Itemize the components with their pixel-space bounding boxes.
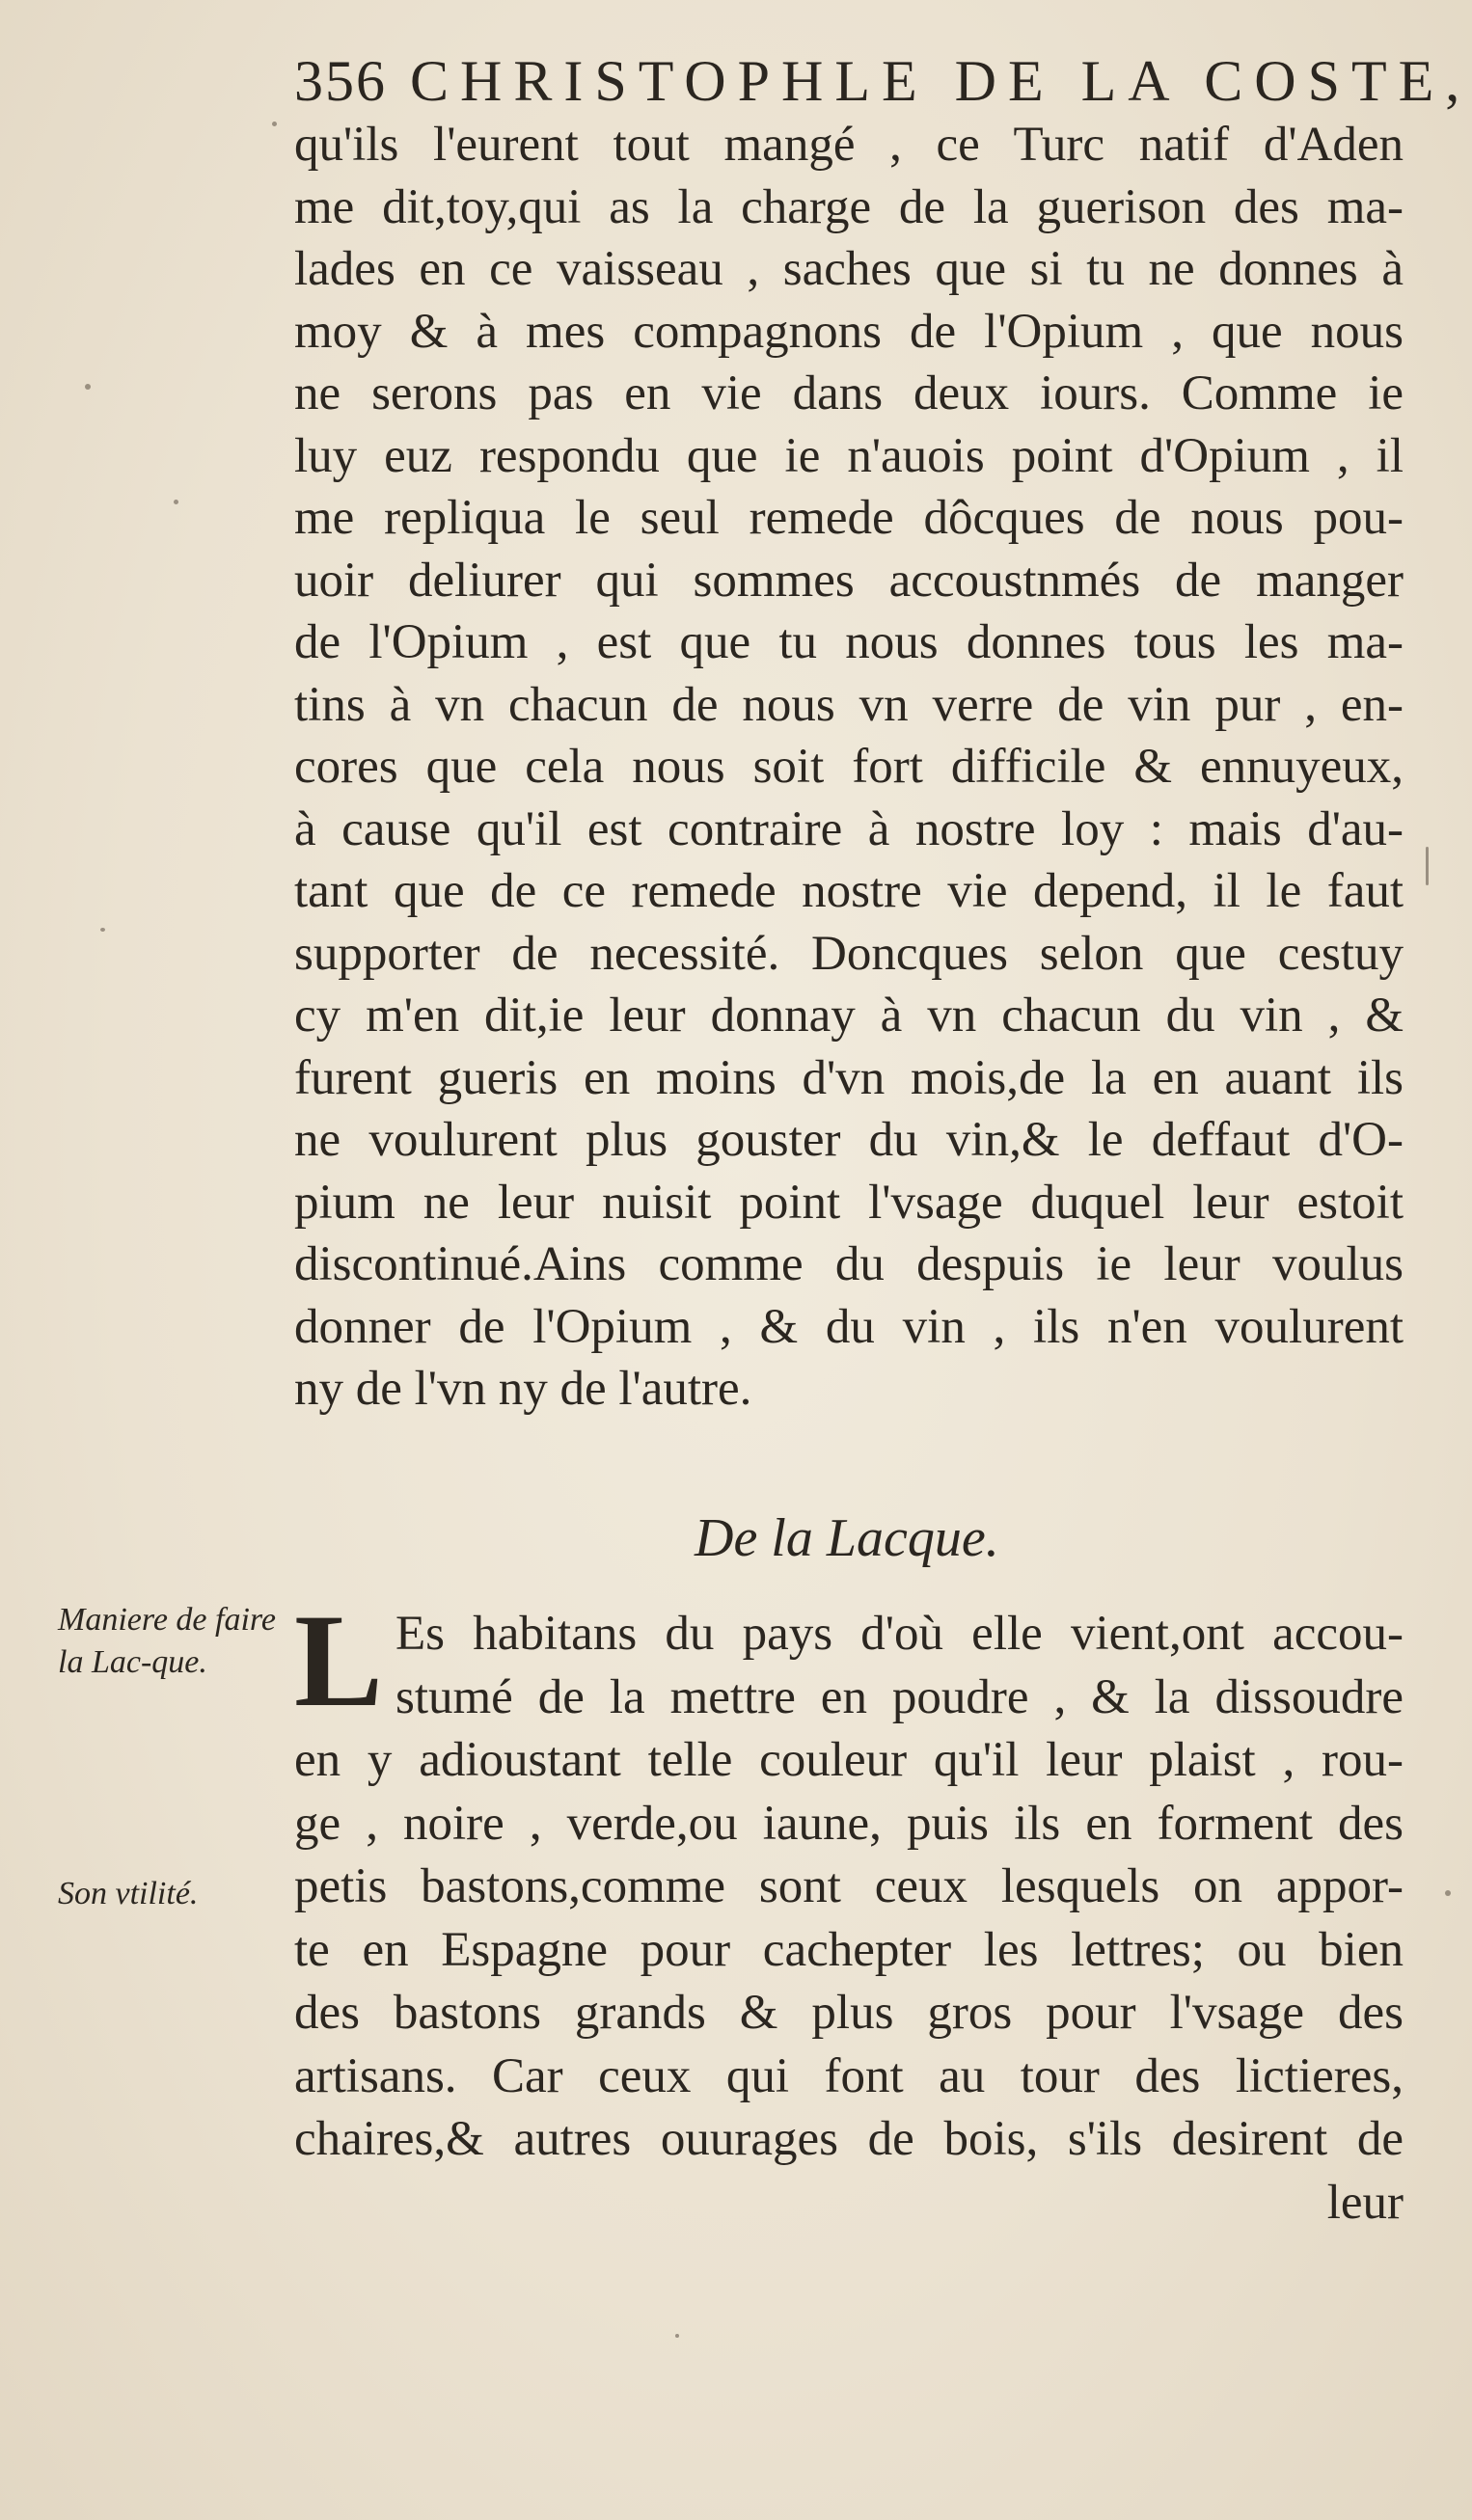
text-line: me repliqua le seul remede dôcques de nous pou- bbox=[294, 491, 1404, 545]
text-line: te en Espagne pour cachepter les lettres; ou bien bbox=[294, 1922, 1404, 1977]
main-text-block bbox=[294, 114, 1404, 1421]
text-line: cy m'en dit,ie leur donnay à vn chacun du vin , & bbox=[294, 989, 1404, 1043]
text-line: furent gueris en moins d'vn mois,de la en auant ils bbox=[294, 1050, 1404, 1105]
text-line: me dit,toy,qui as la charge de la guerison des ma- bbox=[294, 179, 1404, 234]
paper-speck bbox=[100, 928, 105, 932]
text-line: en y adioustant telle couleur qu'il leur plaist , rou- bbox=[294, 1733, 1404, 1787]
paper-speck bbox=[85, 384, 91, 390]
text-line: cores que cela nous soit fort difficile & ennuyeux, bbox=[294, 740, 1404, 794]
text-line: lades en ce vaisseau , saches que si tu ne donnes à bbox=[294, 242, 1404, 296]
text-line: tins à vn chacun de nous vn verre de vin pur , en- bbox=[294, 677, 1404, 732]
paper-speck bbox=[675, 2334, 679, 2338]
margin-note-utility: Son vtilité. bbox=[58, 1876, 199, 1911]
text-line: ne serons pas en vie dans deux iours. Comme ie bbox=[294, 366, 1404, 420]
text-line: stumé de la mettre en poudre , & la dissoudre bbox=[395, 1669, 1404, 1724]
text-line: uoir deliurer qui sommes accoustnmés de manger bbox=[294, 553, 1404, 608]
text-line: pium ne leur nuisit point l'vsage duquel leur estoit bbox=[294, 1175, 1404, 1230]
text-line: petis bastons,comme sont ceux lesquels on appor- bbox=[294, 1859, 1404, 1913]
running-title: CHRISTOPHLE DE LA COSTE, bbox=[410, 49, 1472, 113]
text-line: donner de l'Opium , & du vin , ils n'en voulurent bbox=[294, 1299, 1404, 1354]
text-line: des bastons grands & plus gros pour l'vsage des bbox=[294, 1986, 1404, 2040]
text-line: artisans. Car ceux qui font au tour des lictieres, bbox=[294, 2048, 1404, 2103]
text-line: ne voulurent plus gouster du vin,& le deffaut d'O- bbox=[294, 1113, 1404, 1167]
text-line: chaires,& autres ouurages de bois, s'ils desirent de bbox=[294, 2112, 1404, 2166]
drop-cap: L bbox=[294, 1586, 384, 1734]
section-heading: De la Lacque. bbox=[695, 1508, 999, 1568]
text-line: ge , noire , verde,ou iaune, puis ils en forment des bbox=[294, 1796, 1404, 1851]
text-line: supporter de necessité. Doncques selon que cestuy bbox=[294, 926, 1404, 981]
text-line: discontinué.Ains comme du despuis ie leur voulus bbox=[294, 1237, 1404, 1291]
paper-speck bbox=[1445, 1890, 1451, 1896]
paper-speck bbox=[272, 122, 277, 126]
paper-speck bbox=[174, 500, 178, 504]
text-line: Es habitans du pays d'où elle vient,ont accou- bbox=[395, 1607, 1404, 1661]
text-line: moy & à mes compagnons de l'Opium , que nous bbox=[294, 304, 1404, 359]
paper-speck bbox=[1426, 847, 1429, 885]
text-line: de l'Opium , est que tu nous donnes tous les ma- bbox=[294, 615, 1404, 669]
text-line: tant que de ce remede nostre vie depend, il le faut bbox=[294, 864, 1404, 918]
running-head bbox=[294, 42, 1472, 120]
text-line: luy euz respondu que ie n'auois point d'Opium , il bbox=[294, 428, 1404, 483]
text-line: qu'ils l'eurent tout mangé , ce Turc natif d'Aden bbox=[294, 118, 1404, 172]
catchword: leur bbox=[1326, 2175, 1404, 2230]
margin-note-lacque-method: Maniere de faire la Lac-que. bbox=[58, 1602, 276, 1680]
lacque-section-text bbox=[294, 1586, 1404, 2235]
page-number: 356 bbox=[294, 49, 387, 113]
text-line: ny de l'vn ny de l'autre. bbox=[294, 1362, 752, 1416]
text-line: à cause qu'il est contraire à nostre loy : mais d'au- bbox=[294, 801, 1404, 856]
